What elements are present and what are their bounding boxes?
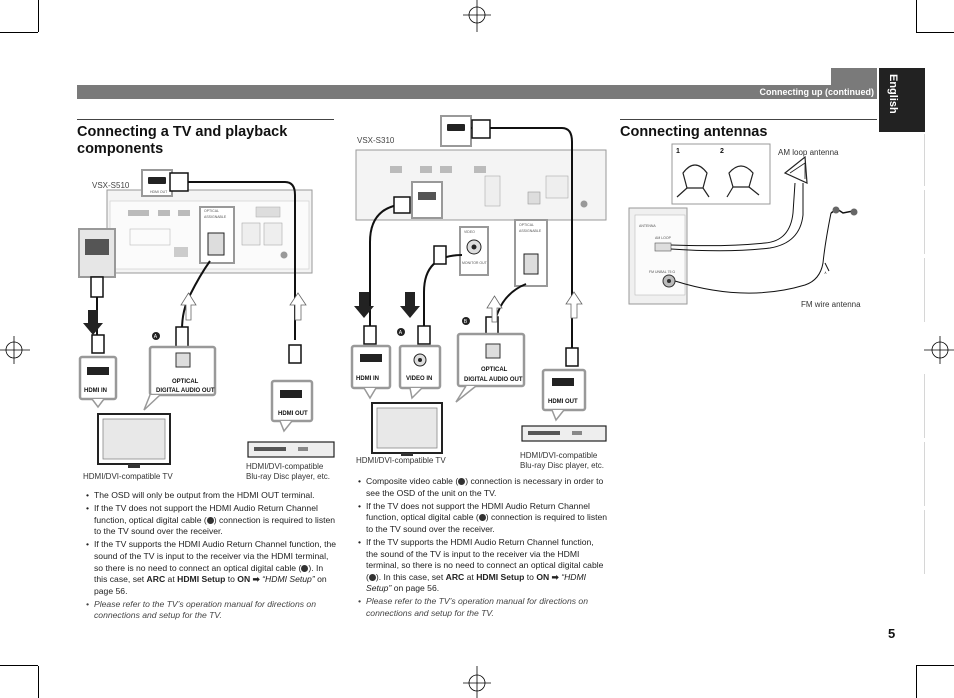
hdmi-out-label: HDMI OUT (278, 411, 308, 417)
side-rule (924, 510, 925, 574)
am-antenna-label: AM loop antenna (778, 148, 839, 157)
list-item (86, 490, 338, 502)
list-item (86, 503, 338, 538)
marker-b-icon (479, 514, 486, 521)
marker-a-icon (207, 517, 214, 524)
registration-mark (455, 664, 499, 698)
hdmi-in-label: HDMI IN (84, 388, 107, 394)
bd-caption-line: HDMI/DVI-compatible (246, 462, 324, 471)
video-in-label: VIDEO IN (406, 376, 433, 382)
fm-wire-tag: ∧ (824, 270, 827, 275)
crop-mark (916, 666, 917, 698)
note-text: at (165, 574, 178, 585)
optical-port-label: OPTICAL (204, 209, 219, 213)
note-text: The OSD will only be output from the HDMI OUT terminal. (94, 490, 315, 500)
page-number: 5 (888, 626, 896, 641)
note-text: on page 56. (94, 574, 327, 596)
note-bold: HDMI Setup (177, 574, 226, 585)
am-port-label: AM LOOP (655, 236, 671, 240)
list-item (358, 596, 608, 619)
list-item (86, 599, 338, 622)
note-text: ) connection is necessary in order to see the OSD of the unit on the TV. (366, 476, 604, 498)
section-label: Connecting up (continued) (759, 87, 874, 97)
bd-caption-line: Blu-ray Disc player, etc. (246, 472, 331, 481)
crop-mark (38, 666, 39, 698)
section-title-tv (77, 124, 287, 158)
list-item (358, 537, 608, 595)
title-line: Connecting a TV and playback (77, 124, 288, 140)
crop-mark (916, 665, 954, 666)
step-1: 1 (676, 148, 680, 155)
title-rule (620, 119, 877, 120)
notes-list-middle (358, 476, 608, 621)
tv-caption: HDMI/DVI-compatible TV (356, 456, 446, 465)
title-line: components (77, 141, 164, 157)
antenna-panel-label: ANTENNA (639, 224, 656, 228)
note-text: ) connection is required to listen to the TV sound over the receiver. (94, 514, 336, 537)
side-rule (924, 258, 925, 322)
bd-caption-line: Blu-ray Disc player, etc. (520, 461, 605, 470)
notes-list-left (86, 490, 338, 624)
note-text: If the TV supports the HDMI Audio Return Channel function, the sound of the TV is input to the receiver via the HDMI terminal, so there is no need to connect an optical digital cable ( (366, 536, 604, 582)
note-text: ) connection is required to listen to the TV sound over the receiver. (366, 512, 608, 534)
registration-mark (0, 328, 32, 372)
side-rule (924, 190, 925, 254)
note-bold: HDMI Setup (476, 571, 525, 582)
list-item (86, 539, 338, 597)
side-rule (924, 374, 925, 438)
note-bold: ARC (146, 574, 166, 585)
note-text: If the TV does not support the HDMI Audio Return Channel function, optical digital cable ( (94, 503, 318, 525)
model-label: VSX-S510 (92, 181, 130, 190)
hdmi-in-label: HDMI IN (356, 376, 379, 382)
header-tab (831, 68, 877, 85)
model-label: VSX-S310 (357, 136, 395, 145)
note-text: Please refer to the TV’s operation manual for directions on connections and setup for the TV. (94, 598, 316, 621)
optical-sub-label: DIGITAL AUDIO OUT (464, 377, 523, 383)
note-text: on page 56. (391, 583, 440, 594)
diagram-tv-connection-s310 (340, 112, 620, 457)
marker-a: A (398, 330, 403, 336)
hdmi-out-label: HDMI OUT (548, 399, 578, 405)
crop-mark (38, 0, 39, 32)
note-text: to (524, 571, 537, 582)
crop-mark (0, 665, 38, 666)
registration-mark (455, 0, 499, 34)
registration-mark (922, 328, 954, 372)
note-text: If the TV supports the HDMI Audio Return Channel function, the sound of the TV is input to the receiver via the HDMI terminal, so there is no need to connect an optical digital cable ( (94, 539, 337, 573)
video-port-label: VIDEO (464, 230, 475, 234)
list-item (358, 476, 608, 499)
note-bold: ARC (445, 571, 465, 582)
note-text: ). In this case, set (94, 562, 324, 585)
tv-caption: HDMI/DVI-compatible TV (83, 472, 173, 481)
optical-label: OPTICAL (172, 379, 199, 385)
note-bold: ON (536, 571, 550, 582)
optical-label: OPTICAL (481, 367, 508, 373)
crop-mark (0, 32, 38, 33)
optical-assignable-label: ASSIGNABLE (519, 229, 542, 233)
note-text: If the TV does not support the HDMI Audio Return Channel function, optical digital cable ( (366, 500, 590, 523)
step-2: 2 (720, 148, 724, 155)
bd-caption (520, 451, 604, 471)
diagram-antenna-connection (625, 143, 870, 308)
section-title-antennas: Connecting antennas (620, 124, 768, 140)
note-link: “HDMI Setup” (262, 574, 315, 585)
list-item (358, 501, 608, 536)
note-text: Composite video cable ( (366, 476, 459, 486)
note-text: Please refer to the TV’s operation manual for directions on connections and setup for the TV. (366, 596, 588, 619)
title-rule (77, 119, 334, 120)
arrow-icon: ➡ (549, 571, 562, 582)
marker-b-icon (369, 574, 376, 581)
note-text: at (464, 571, 477, 582)
crop-mark (916, 0, 917, 32)
bd-caption (246, 462, 330, 482)
bd-caption-line: HDMI/DVI-compatible (520, 451, 598, 460)
optical-assignable-label: ASSIGNABLE (204, 215, 227, 219)
optical-sub-label: DIGITAL AUDIO OUT (156, 388, 215, 394)
note-text: to (225, 574, 238, 585)
header-bar (77, 85, 877, 99)
hdmi-out-port-label: HDMI OUT (150, 190, 168, 194)
diagram-tv-connection (70, 165, 350, 470)
fm-antenna-label: FM wire antenna (801, 300, 861, 309)
fm-port-label: FM UNBAL 75 Ω (649, 270, 676, 274)
side-rule (924, 134, 925, 186)
optical-port-label: OPTICAL (519, 223, 534, 227)
crop-mark (916, 32, 954, 33)
marker-b: B (463, 319, 468, 325)
marker-a: A (153, 334, 158, 340)
side-rule (924, 442, 925, 506)
note-bold: ON (237, 574, 251, 585)
monitor-out-label: MONITOR OUT (462, 261, 487, 265)
note-link: “HDMI Setup” (366, 571, 587, 594)
note-text: ). In this case, set (375, 571, 446, 582)
arrow-icon: ➡ (250, 574, 263, 585)
language-label: English (887, 74, 899, 114)
